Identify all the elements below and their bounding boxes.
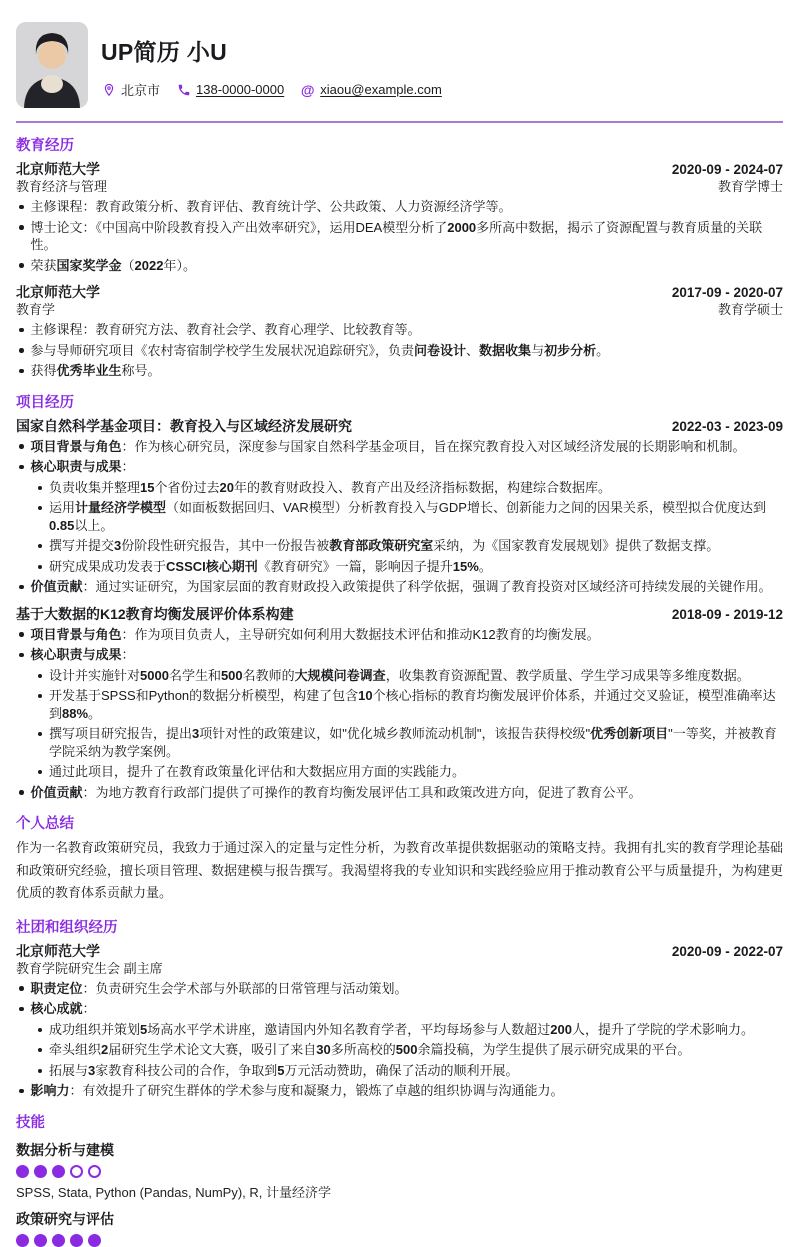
bold-text: 项目背景与角色	[30, 438, 122, 454]
text: 与	[531, 342, 545, 358]
bold-text: 3	[192, 726, 200, 741]
header-info	[101, 22, 458, 99]
bullet-dot-icon	[38, 544, 42, 548]
bold-text: 影响力	[30, 1083, 70, 1098]
bullet-dot-icon	[19, 348, 24, 353]
text: 设计并实施针对	[49, 667, 141, 683]
bullet-text	[49, 479, 783, 497]
bold-text: 核心职责与成果	[30, 647, 122, 662]
bold-text: 大规模问卷调查	[294, 667, 386, 683]
section-projects	[16, 394, 783, 802]
bullet-dot-icon	[19, 263, 24, 268]
bullet-item	[16, 342, 783, 360]
bullet-text	[49, 667, 783, 685]
text: ：	[82, 1001, 96, 1016]
skill-level-dots	[16, 1234, 783, 1247]
header-divider	[16, 121, 783, 123]
bullet-item	[16, 980, 783, 998]
bullet-dot-icon	[38, 486, 42, 490]
bullet-text	[31, 321, 784, 339]
project-entry-head	[16, 606, 783, 623]
bullet-item	[16, 219, 783, 254]
education-entry-sub	[16, 179, 783, 195]
bullet-text	[49, 687, 783, 722]
section-summary	[16, 815, 783, 905]
project-name: 国家自然科学基金项目：教育投入与区域经济发展研究	[16, 417, 352, 434]
bullet-item	[35, 667, 783, 685]
bullet-dot-icon	[19, 1007, 24, 1012]
bold-text: 价值贡献	[30, 579, 83, 594]
skill-list	[16, 1142, 783, 1247]
organization-entry-sub	[16, 961, 783, 977]
text: 年的教育财政投入、教育产出及经济指标数据，构建综合数据库。	[233, 479, 611, 495]
bullet-text	[49, 558, 783, 576]
skill-dot-filled-icon	[16, 1165, 29, 1178]
text: ：作为核心研究员，深度参与国家自然科学基金项目，旨在探究教育投入对区域经济发展的长期影响和机制。	[121, 438, 746, 454]
contact-row	[101, 80, 458, 99]
bullet-text	[31, 198, 784, 216]
bullet-item	[16, 198, 783, 216]
bullet-dot-icon	[19, 328, 24, 333]
bold-text: 15%	[452, 558, 479, 574]
bold-text: 初步分析	[544, 342, 597, 358]
bullet-item	[35, 687, 783, 722]
text: 多所高校的	[330, 1042, 396, 1057]
bold-text: 优秀创新项目	[590, 726, 669, 741]
contact-text[interactable]: 138-0000-0000	[196, 82, 285, 97]
bold-text: 200	[550, 1021, 572, 1037]
location-icon	[101, 82, 116, 97]
text: 参与导师研究项目《农村寄宿制学校学生发展状况追踪研究》，负责	[30, 342, 415, 358]
text: 拓展与	[49, 1062, 89, 1078]
text: 博士论文：《中国高中阶段教育投入产出效率研究》，运用DEA模型分析了	[30, 219, 448, 235]
organization-role: 教育学院研究生会 副主席	[16, 960, 163, 976]
organizations-title: 社团和组织经历	[16, 919, 118, 936]
skill-dot-filled-icon	[88, 1234, 101, 1247]
skill-name: 数据分析与建模	[16, 1141, 114, 1158]
bold-text: 500	[395, 1042, 418, 1057]
bullet-item	[16, 438, 783, 456]
bold-text: 0.85	[49, 517, 75, 533]
bullet-dot-icon	[19, 369, 24, 374]
text: 成功组织并策划	[49, 1021, 141, 1037]
text: 。	[596, 342, 610, 358]
education-entry-sub	[16, 302, 783, 318]
text: 荣获	[30, 257, 57, 273]
bold-text: 数据收集	[479, 342, 532, 358]
text: 名教师的	[242, 667, 295, 683]
school-name: 北京师范大学	[16, 161, 100, 177]
bold-text: 优秀毕业生	[56, 363, 122, 378]
person-name: UP简历 小U	[101, 39, 228, 65]
bullet-text	[31, 1082, 784, 1100]
bullet-item	[35, 1062, 783, 1080]
bullet-dot-icon	[19, 632, 24, 637]
text: 、	[466, 342, 480, 358]
education-entry	[16, 284, 783, 380]
bullet-text	[31, 342, 784, 360]
bullet-text	[49, 499, 783, 534]
bullet-dot-icon	[19, 225, 24, 230]
contact-text: 北京市	[121, 83, 161, 98]
bullet-item	[16, 1000, 783, 1018]
text: 。	[478, 558, 492, 574]
bullet-item	[16, 646, 783, 664]
bullet-item	[16, 626, 783, 644]
bullet-text	[31, 438, 784, 456]
education-entry-head	[16, 284, 783, 301]
text: 称号。	[121, 363, 161, 378]
project-entry	[16, 606, 783, 802]
organization-name: 北京师范大学	[16, 942, 100, 959]
project-entry-head	[16, 418, 783, 435]
phone-icon	[176, 82, 191, 97]
text: 个省份过去	[154, 479, 220, 495]
project-name: 基于大数据的K12教育均衡发展评价体系构建	[16, 605, 294, 622]
bullet-dot-icon	[38, 1048, 42, 1052]
bullet-text	[31, 257, 784, 275]
resume-header	[16, 0, 783, 108]
bullet-text	[49, 763, 783, 781]
bold-text: 计量经济学模型	[75, 500, 167, 515]
text: "一等奖，并被教育学院采纳为教学案例。	[49, 726, 777, 759]
skill-dot-filled-icon	[34, 1234, 47, 1247]
bullet-item	[35, 537, 783, 555]
bullet-item	[35, 763, 783, 781]
text: ：为地方教育行政部门提供了可操作的教育均衡发展评估工具和政策改进方向，促进了教育公平。	[82, 784, 642, 800]
text: 家教育科技公司的合作，争取到	[95, 1062, 278, 1078]
text: 年）。	[163, 257, 196, 273]
bold-text: 2000	[447, 219, 477, 235]
text: ：有效提升了研究生群体的学术参与度和凝聚力，锻炼了卓越的组织协调与沟通能力。	[69, 1083, 564, 1098]
bold-text: 价值贡献	[30, 784, 83, 800]
text: 个核心指标的教育均衡发展评价体系，并通过交叉验证，模型准确率达到	[49, 688, 776, 721]
bullet-dot-icon	[38, 1028, 42, 1032]
bullet-dot-icon	[19, 790, 24, 795]
text: 运用	[49, 500, 76, 515]
bold-text: 国家奖学金	[56, 257, 122, 273]
organization-entry-head	[16, 943, 783, 960]
bold-text: 2	[101, 1042, 109, 1057]
bullet-item	[16, 1082, 783, 1100]
education-bullets	[16, 198, 783, 274]
bullet-dot-icon	[38, 565, 42, 569]
skill-dot-filled-icon	[16, 1234, 29, 1247]
profile-photo	[16, 22, 88, 108]
section-education	[16, 137, 783, 380]
text: 场高水平学术讲座，邀请国内外知名教育学者，平均每场参与人数超过	[147, 1021, 551, 1037]
bullet-dot-icon	[19, 1089, 24, 1094]
degree-name: 教育学硕士	[717, 302, 783, 317]
bullet-text	[31, 578, 784, 596]
bullet-item	[16, 784, 783, 802]
skill-level-dots	[16, 1165, 783, 1178]
email-icon: @	[300, 81, 315, 98]
skill-dot-filled-icon	[34, 1165, 47, 1178]
bullet-dot-icon	[19, 986, 24, 991]
text: 人，提升了学院的学术影响力。	[571, 1021, 754, 1037]
text: 名学生和	[168, 667, 221, 683]
text: 通过此项目，提升了在教育政策量化评估和大数据应用方面的实践能力。	[49, 764, 466, 779]
bold-text: 15	[140, 479, 155, 495]
project-bullets	[16, 626, 783, 802]
bold-text: 职责定位	[30, 980, 83, 996]
bullet-text	[31, 626, 784, 644]
education-bullets	[16, 321, 783, 380]
bullet-dot-icon	[19, 465, 24, 470]
text: （	[121, 257, 135, 273]
text: 份阶段性研究报告，其中一份报告被	[121, 538, 330, 553]
bold-text: 项目背景与角色	[30, 626, 122, 642]
contact-location	[101, 80, 160, 99]
contact-email[interactable]	[300, 82, 442, 97]
bullet-item	[35, 499, 783, 534]
bullet-dot-icon	[38, 506, 42, 510]
project-bullets	[16, 438, 783, 596]
project-entries	[16, 418, 783, 802]
text: ：	[121, 647, 135, 662]
text: ，收集教育资源配置、教学质量、学生学习成果等多维度数据。	[385, 667, 750, 683]
degree-name: 教育学博士	[717, 179, 783, 194]
bullet-dot-icon	[19, 585, 24, 590]
text: 主修课程：教育政策分析、教育评估、教育统计学、公共政策、人力资源经济学等。	[30, 199, 512, 214]
education-entry	[16, 161, 783, 274]
education-entry-head	[16, 161, 783, 178]
bold-text: 5	[277, 1062, 285, 1078]
project-date: 2018-09 - 2019-12	[671, 606, 783, 622]
bold-text: 3	[88, 1062, 96, 1078]
major-name: 教育经济与管理	[16, 179, 108, 194]
bullet-item	[16, 578, 783, 596]
bold-text: 20	[219, 479, 234, 495]
bullet-text	[31, 980, 784, 998]
section-organizations	[16, 919, 783, 1100]
bullet-item	[16, 458, 783, 476]
contact-text[interactable]: xiaou@example.com	[320, 82, 442, 97]
bullet-item	[16, 257, 783, 275]
text: 多所高中数据，揭示了资源配置与教育质量的关联性。	[30, 219, 763, 252]
bullet-text	[31, 458, 784, 476]
text: ：	[121, 459, 135, 474]
skill-name: 政策研究与评估	[16, 1210, 114, 1227]
text: 开发基于SPSS和Python的数据分析模型，构建了包含	[49, 688, 359, 703]
education-date: 2017-09 - 2020-07	[671, 285, 783, 300]
text: 撰写项目研究报告，提出	[49, 726, 193, 741]
skill-detail: SPSS, Stata, Python (Pandas, NumPy), R, 计量经济学	[16, 1184, 331, 1200]
major-name: 教育学	[16, 302, 56, 317]
bullet-item	[16, 321, 783, 339]
text: 采纳，为《国家教育发展规划》提供了数据支撑。	[433, 538, 720, 553]
bullet-dot-icon	[38, 1069, 42, 1073]
project-entry	[16, 418, 783, 596]
bullet-text	[31, 219, 784, 254]
bullet-dot-icon	[19, 205, 24, 210]
bold-text: 5	[140, 1021, 148, 1037]
skill-dot-filled-icon	[70, 1234, 83, 1247]
skill-dot-filled-icon	[52, 1165, 65, 1178]
education-entries	[16, 161, 783, 380]
text: 项针对性的政策建议，如"优化城乡教师流动机制"，该报告获得校级"	[199, 726, 591, 741]
organization-bullets	[16, 980, 783, 1100]
bullet-dot-icon	[38, 732, 42, 736]
bold-text: 88%	[62, 705, 89, 721]
text: 主修课程：教育研究方法、教育社会学、教育心理学、比较教育等。	[30, 322, 421, 337]
text: ：负责研究生会学术部与外联部的日常管理与活动策划。	[82, 980, 408, 996]
text: ：通过实证研究，为国家层面的教育财政投入政策提供了科学依据，强调了教育投资对区域经济可持续发展的关键作用。	[82, 579, 772, 594]
bold-text: 3	[114, 538, 122, 553]
summary-title: 个人总结	[16, 816, 74, 832]
education-date: 2020-09 - 2024-07	[671, 162, 783, 177]
bullet-item	[35, 725, 783, 760]
bold-text: 教育部政策研究室	[329, 538, 434, 553]
profile-photo-placeholder	[16, 22, 88, 108]
bullet-text	[49, 725, 783, 760]
bullet-item	[35, 1021, 783, 1039]
bullet-item	[16, 362, 783, 380]
text: 。	[88, 705, 102, 721]
skill-item	[16, 1142, 783, 1201]
section-skills	[16, 1114, 783, 1247]
bullet-dot-icon	[19, 653, 24, 658]
text: ：作为项目负责人，主导研究如何利用大数据技术评估和推动K12教育的均衡发展。	[121, 626, 600, 642]
bullet-text	[31, 1000, 784, 1018]
bold-text: 问卷设计	[414, 342, 467, 358]
organization-entry	[16, 943, 783, 1100]
organization-entries	[16, 943, 783, 1100]
bullet-text	[31, 784, 784, 802]
text: 研究成果成功发表于	[49, 558, 167, 574]
text: 撰写并提交	[49, 538, 115, 553]
contact-phone[interactable]	[176, 82, 284, 97]
bullet-item	[35, 479, 783, 497]
text: 余篇投稿，为学生提供了展示研究成果的平台。	[417, 1042, 691, 1057]
bullet-text	[49, 537, 783, 555]
bold-text: 核心职责与成果	[30, 459, 122, 474]
bullet-dot-icon	[38, 770, 42, 774]
bullet-item	[35, 1041, 783, 1059]
text: （如面板数据回归、VAR模型）分析教育投入与GDP增长、创新能力之间的因果关系，模型拟合优度达到	[166, 500, 766, 515]
bullet-text	[49, 1021, 783, 1039]
text: 届研究生学术论文大赛，吸引了来自	[108, 1042, 317, 1057]
bold-text: 5000	[140, 667, 169, 683]
bold-text: CSSCI核心期刊	[166, 558, 258, 574]
text: 负责收集并整理	[49, 479, 141, 495]
bold-text: 核心成就	[30, 1001, 83, 1016]
bullet-text	[49, 1062, 783, 1080]
skills-title: 技能	[16, 1114, 45, 1131]
skill-dot-empty-icon	[88, 1165, 101, 1178]
text: 获得	[30, 363, 57, 378]
skill-item	[16, 1211, 783, 1247]
bullet-item	[35, 558, 783, 576]
bullet-text	[31, 362, 784, 380]
project-date: 2022-03 - 2023-09	[671, 418, 783, 434]
bullet-dot-icon	[38, 674, 42, 678]
skill-dot-filled-icon	[52, 1234, 65, 1247]
bold-text: 500	[220, 667, 243, 683]
bullet-text	[31, 646, 784, 664]
school-name: 北京师范大学	[16, 284, 100, 300]
bullet-dot-icon	[38, 694, 42, 698]
bold-text: 30	[316, 1042, 331, 1057]
bullet-text	[49, 1041, 783, 1059]
education-title: 教育经历	[16, 138, 74, 154]
bold-text: 2022	[134, 257, 164, 273]
projects-title: 项目经历	[16, 394, 74, 411]
bold-text: 10	[358, 688, 373, 703]
text: 牵头组织	[49, 1042, 102, 1057]
text: 《教育研究》一篇，影响因子提升	[257, 558, 453, 574]
skill-dot-empty-icon	[70, 1165, 83, 1178]
text: 万元活动赞助，确保了活动的顺利开展。	[284, 1062, 519, 1078]
organization-date: 2020-09 - 2022-07	[671, 943, 783, 959]
bullet-dot-icon	[19, 444, 24, 449]
summary-text: 作为一名教育政策研究员，我致力于通过深入的定量与定性分析，为教育改革提供数据驱动的策略支持。我拥有扎实的教育学理论基础和政策研究经验，擅长项目管理、数据建模与报告撰写。我渴望将我的专业知识和实践经验应用于推动教育公平与质量提升，为构建更优质的教育体系贡献力量。	[16, 840, 784, 900]
text: 以上。	[74, 517, 114, 533]
